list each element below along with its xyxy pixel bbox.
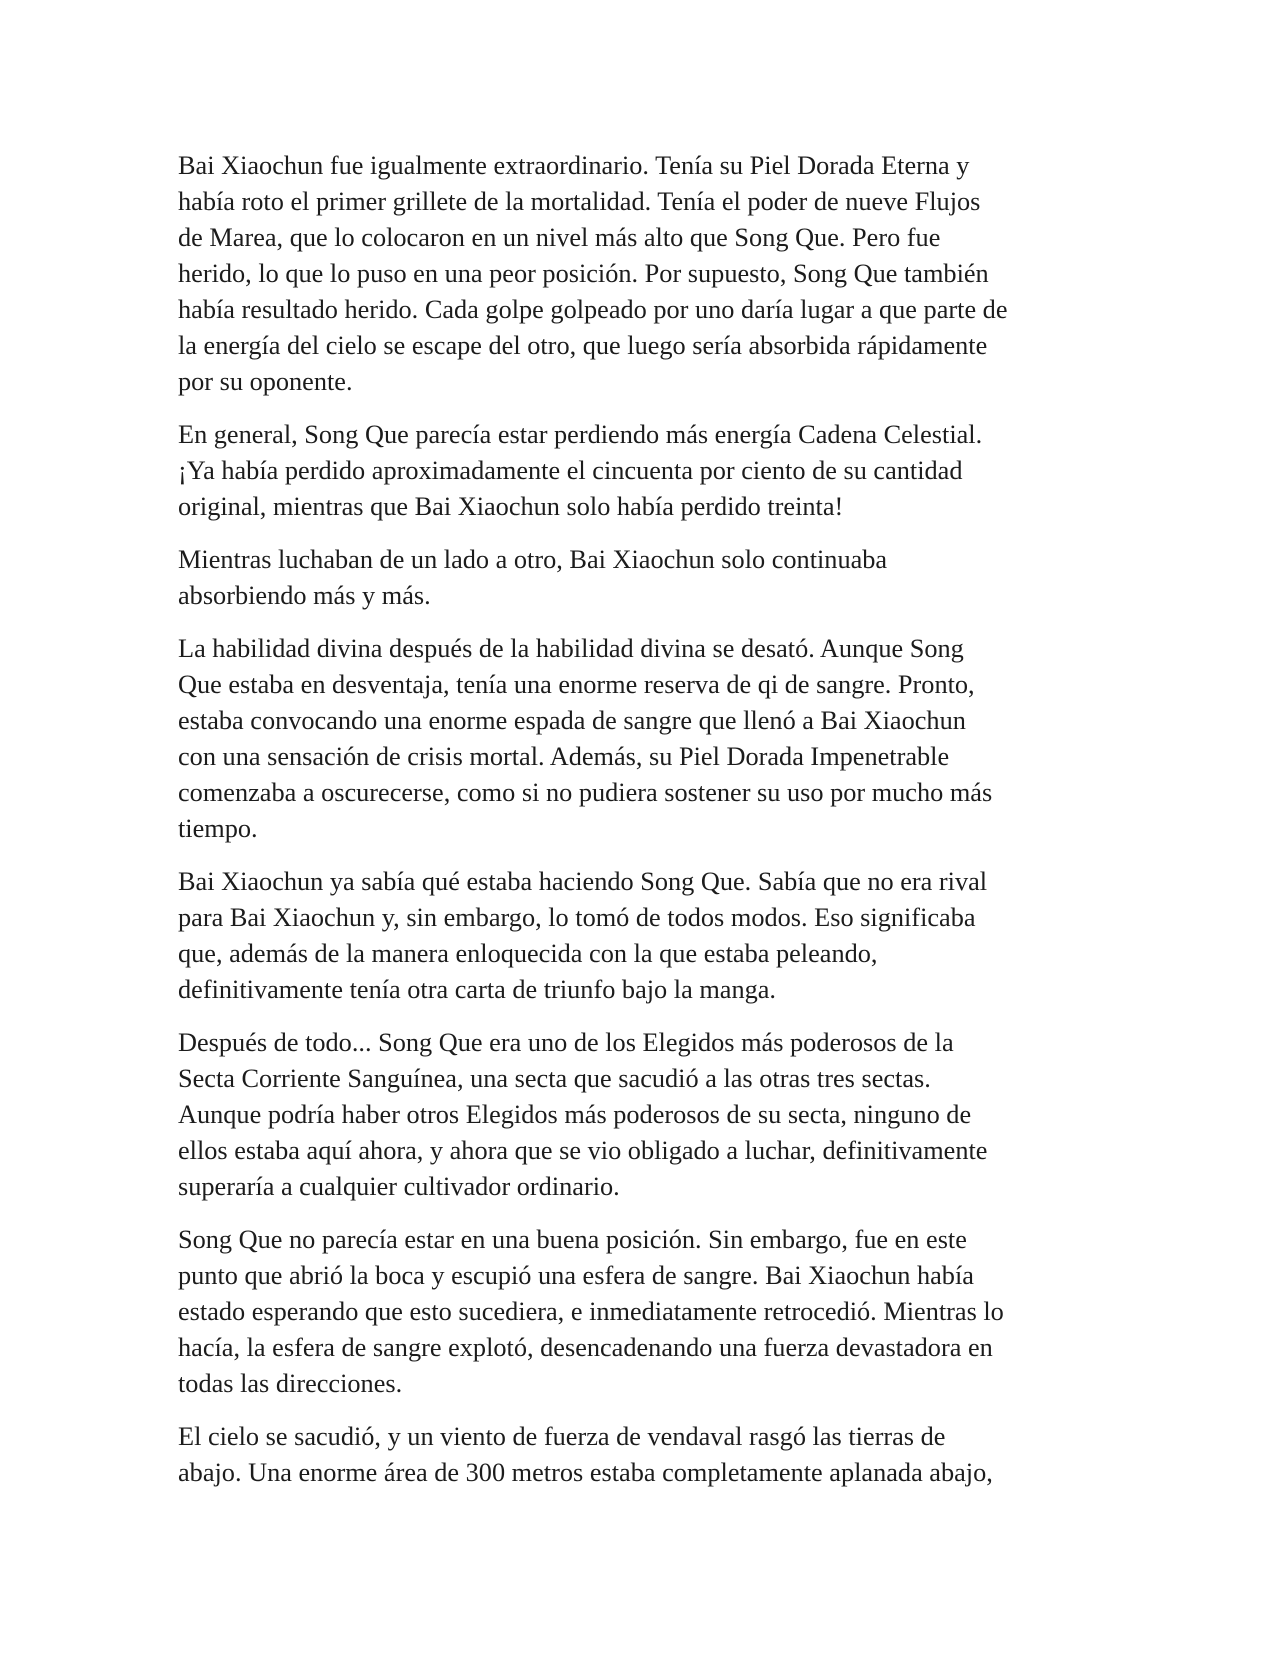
paragraph [178,542,1118,614]
paragraph [178,1025,1118,1205]
text-line: Bai Xiaochun fue igualmente extraordinario. Tenía su Piel Dorada Eterna y [178,151,970,180]
text-line: ellos estaba aquí ahora, y ahora que se vio obligado a luchar, definitivamente [178,1136,988,1165]
text-line: Song Que no parecía estar en una buena posición. Sin embargo, fue en este [178,1225,967,1254]
paragraph [178,1222,1118,1402]
text-line: definitivamente tenía otra carta de triunfo bajo la manga. [178,975,776,1004]
text-line: Secta Corriente Sanguínea, una secta que sacudió a las otras tres sectas. [178,1064,931,1093]
text-line: abajo. Una enorme área de 300 metros estaba completamente aplanada abajo, [178,1458,993,1487]
text-line: para Bai Xiaochun y, sin embargo, lo tomó de todos modos. Eso significaba [178,903,976,932]
text-line: La habilidad divina después de la habilidad divina se desató. Aunque Song [178,634,964,663]
paragraph [178,1419,1118,1491]
text-line: original, mientras que Bai Xiaochun solo había perdido treinta! [178,492,844,521]
text-line: había resultado herido. Cada golpe golpeado por uno daría lugar a que parte de [178,295,1008,324]
text-line: todas las direcciones. [178,1369,403,1398]
text-line: Aunque podría haber otros Elegidos más poderosos de su secta, ninguno de [178,1100,972,1129]
text-line: absorbiendo más y más. [178,581,431,610]
text-line: El cielo se sacudió, y un viento de fuerza de vendaval rasgó las tierras de [178,1422,946,1451]
text-line: Que estaba en desventaja, tenía una enorme reserva de qi de sangre. Pronto, [178,670,975,699]
text-line: superaría a cualquier cultivador ordinario. [178,1172,620,1201]
text-line: de Marea, que lo colocaron en un nivel más alto que Song Que. Pero fue [178,223,941,252]
text-line: En general, Song Que parecía estar perdiendo más energía Cadena Celestial. [178,420,983,449]
paragraph [178,631,1118,847]
paragraph [178,864,1118,1008]
text-line: herido, lo que lo puso en una peor posición. Por supuesto, Song Que también [178,259,989,288]
text-line: hacía, la esfera de sangre explotó, desencadenando una fuerza devastadora en [178,1333,993,1362]
text-line: Mientras luchaban de un lado a otro, Bai Xiaochun solo continuaba [178,545,888,574]
document-body [178,148,1118,1508]
text-line: Después de todo... Song Que era uno de los Elegidos más poderosos de la [178,1028,954,1057]
paragraph [178,417,1118,525]
text-line: ¡Ya había perdido aproximadamente el cincuenta por ciento de su cantidad [178,456,963,485]
text-line: comenzaba a oscurecerse, como si no pudiera sostener su uso por mucho más [178,778,993,807]
text-line: la energía del cielo se escape del otro, que luego sería absorbida rápidamente [178,331,988,360]
text-line: tiempo. [178,814,258,843]
paragraph [178,148,1118,400]
text-line: punto que abrió la boca y escupió una esfera de sangre. Bai Xiaochun había [178,1261,974,1290]
text-line: con una sensación de crisis mortal. Además, su Piel Dorada Impenetrable [178,742,950,771]
text-line: estaba convocando una enorme espada de sangre que llenó a Bai Xiaochun [178,706,966,735]
text-line: había roto el primer grillete de la mortalidad. Tenía el poder de nueve Flujos [178,187,981,216]
text-line: por su oponente. [178,367,353,396]
text-line: Bai Xiaochun ya sabía qué estaba haciendo Song Que. Sabía que no era rival [178,867,988,896]
text-line: que, además de la manera enloquecida con la que estaba peleando, [178,939,878,968]
text-line: estado esperando que esto sucediera, e inmediatamente retrocedió. Mientras lo [178,1297,1004,1326]
